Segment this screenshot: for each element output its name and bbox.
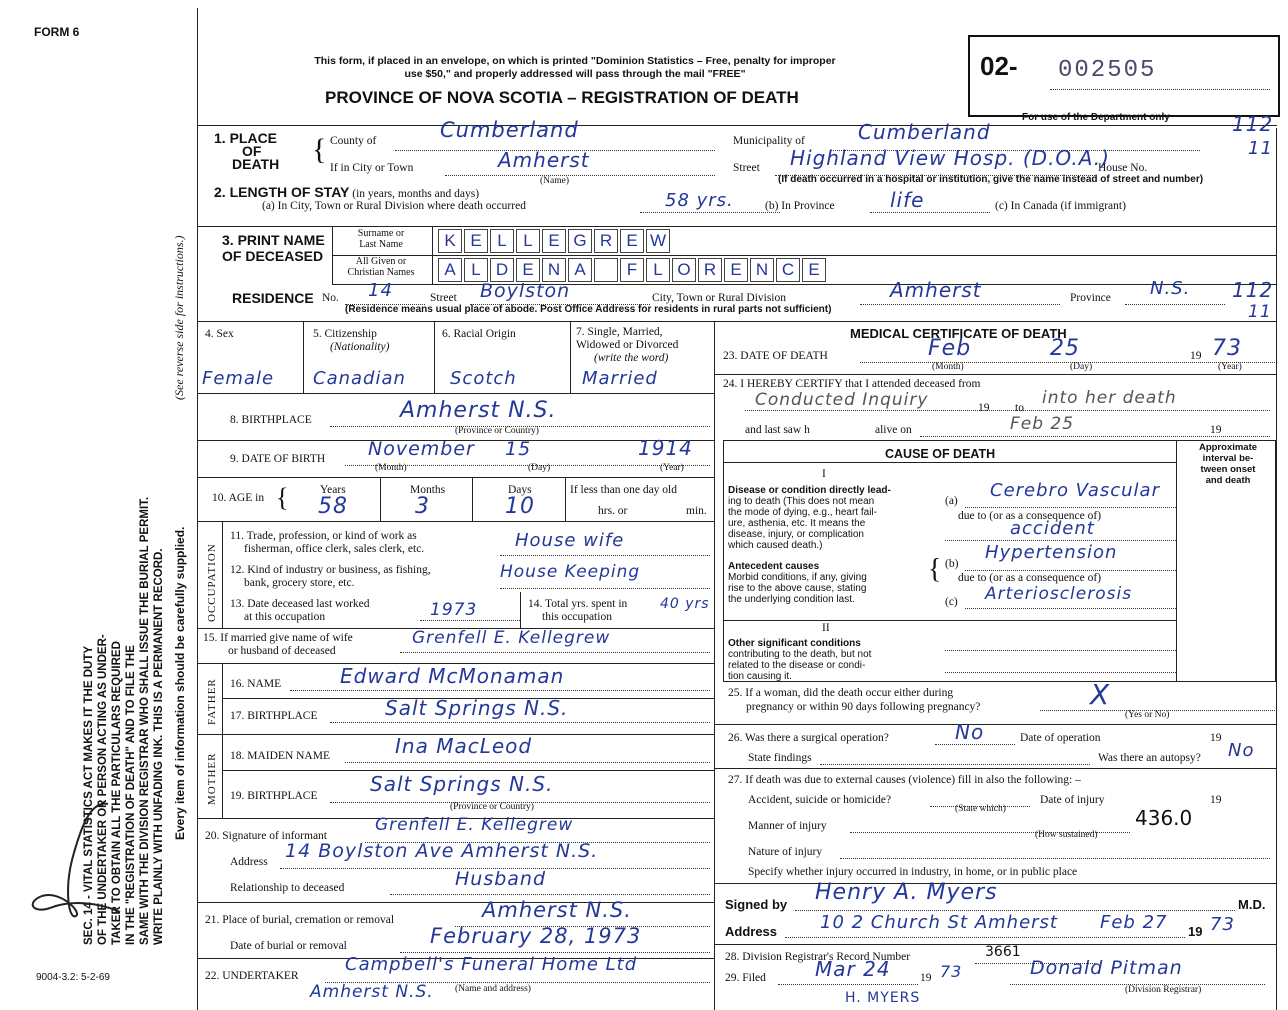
given-letter-cell: F — [620, 258, 644, 282]
given-letter-cell: O — [672, 258, 696, 282]
spouse-label-2: or husband of deceased — [228, 645, 336, 657]
margin-note-reverse: (See reverse side for instructions.) — [172, 235, 186, 400]
surname-letter-cell: E — [620, 229, 644, 253]
given-label-2: Christian Names — [347, 267, 415, 278]
margin-line-3: TAKER TO OBTAIN ALL THE PARTICULARS REQUIRED — [111, 641, 123, 945]
informant-address-value: 14 Boylston Ave Amherst N.S. — [285, 840, 599, 862]
citizenship-label: 5. Citizenship — [313, 328, 377, 340]
spouse-label-1: 15. If married give name of wife — [203, 632, 353, 644]
dob-month-caption: (Month) — [375, 463, 407, 473]
residence-no-label: No. — [322, 292, 339, 304]
cause-b-value: Hypertension — [985, 542, 1118, 563]
filed-century: 19 — [920, 972, 932, 984]
residence-street-value: Boylston — [480, 280, 571, 302]
margin-line-2: OF THE UNDERTAKER OR PERSON ACTING AS UNDER- — [97, 634, 109, 945]
residence-prov-label: Province — [1070, 292, 1111, 304]
industry-label — [230, 564, 431, 590]
residence-code-2: 11 — [1248, 302, 1272, 322]
filed-year: 73 — [940, 962, 963, 981]
margin-line-6: WRITE PLAINLY WITH UNFADING INK. THIS IS A PERMANENT RECORD. — [153, 548, 165, 945]
given-letter-cell: A — [568, 258, 592, 282]
postal-notice-1: This form, if placed in an envelope, on which is printed "Dominion Statistics – Free, penalty for improper — [314, 55, 836, 67]
dod-day-caption: (Day) — [1070, 362, 1093, 372]
cause-heading: CAUSE OF DEATH — [885, 447, 996, 461]
surgery-value: No — [955, 720, 985, 744]
occupation-side-label: OCCUPATION — [206, 543, 218, 622]
stay-c-label: (c) In Canada (if immigrant) — [995, 200, 1126, 212]
typed-physician-name: H. MYERS — [845, 990, 921, 1006]
racial-origin-label: 6. Racial Origin — [442, 328, 516, 340]
doctor-address-value: 10 2 Church St Amherst — [820, 912, 1058, 933]
stay-a-label: (a) In City, Town or Rural Division where death occurred — [262, 200, 526, 212]
name-caption: (Name) — [540, 176, 570, 186]
mother-birthplace-value: Salt Springs N.S. — [370, 772, 554, 796]
surname-letter-cell: E — [464, 229, 488, 253]
certify-label: 24. I HEREBY CERTIFY that I attended deceased from — [723, 378, 981, 390]
last-saw-label: and last saw h — [745, 424, 810, 436]
dod-year-caption: (Year) — [1218, 362, 1242, 372]
doctor-address-label: Address — [725, 924, 778, 939]
dob-month: November — [368, 438, 475, 460]
given-letter-cell: N — [542, 258, 566, 282]
trade-label-2: fisherman, office clerk, sales clerk, etc. — [244, 543, 425, 555]
county-label: County of — [330, 135, 377, 147]
certify-to-value: into her death — [1042, 388, 1177, 408]
other-1: Other significant conditions — [728, 638, 861, 649]
cause-a-value-2: accident — [1010, 518, 1095, 539]
age-days-label: Days — [508, 484, 532, 496]
pregnancy-value: X — [1090, 678, 1111, 711]
record-number-value: 3661 — [985, 944, 1021, 960]
total-years-value: 40 yrs — [660, 596, 710, 612]
registration-number-box — [968, 35, 1280, 117]
given-letter-cell: E — [516, 258, 540, 282]
industry-label-2: bank, grocery store, etc. — [244, 577, 355, 589]
birthplace-label: 8. BIRTHPLACE — [230, 414, 312, 426]
undertaker-caption: (Name and address) — [455, 984, 531, 994]
street-label: Street — [733, 162, 760, 174]
dob-label: 9. DATE OF BIRTH — [230, 453, 326, 465]
part-ii-label: II — [822, 622, 830, 634]
surname-letter-cell: L — [516, 229, 540, 253]
direct-5: disease, injury, or complication — [728, 529, 864, 540]
doctor-address-date: Feb 27 — [1100, 912, 1168, 933]
due-to-label-b: due to (or as a consequence of) — [958, 572, 1102, 584]
antecedent-text — [728, 561, 867, 605]
industry-label-1: 12. Kind of industry or business, as fishing, — [230, 564, 431, 576]
given-letter-cell: A — [438, 258, 462, 282]
due-to-label-a: due to (or as a consequence of) — [958, 510, 1102, 522]
form-title: PROVINCE OF NOVA SCOTIA – REGISTRATION OF DEATH — [325, 88, 799, 107]
house-no-label: House No. — [1098, 162, 1148, 174]
filed-value: Mar 24 — [815, 957, 891, 981]
residence-note: (Residence means usual place of abode. Post Office Address for residents in rural parts not sufficient) — [345, 304, 832, 315]
racial-origin-value: Scotch — [450, 368, 517, 389]
surname-letter-cell: E — [542, 229, 566, 253]
manner-code: 436.0 — [1135, 806, 1193, 830]
interval-1: Approximate — [1198, 442, 1258, 453]
marital-value: Married — [582, 368, 658, 389]
place-brace: { — [312, 133, 327, 166]
spouse-label — [203, 632, 353, 658]
street-value: Highland View Hosp. (D.O.A.) — [790, 146, 1110, 170]
relationship-value: Husband — [455, 868, 547, 890]
place-code-1: 112 — [1232, 112, 1274, 136]
certify-century-1: 19 — [978, 402, 990, 414]
reg-number: 002505 — [1058, 57, 1157, 84]
dob-day: 15 — [505, 438, 532, 460]
registrar-signature: Donald Pitman — [1030, 957, 1183, 979]
cause-c-label: (c) — [945, 596, 958, 608]
age-brace: { — [276, 483, 289, 512]
op-date-label: Date of operation — [1020, 732, 1101, 744]
external-causes-label: 27. If death was due to external causes (violence) fill in also the following: – — [728, 774, 1081, 786]
marital-label — [576, 326, 678, 365]
filed-label: 29. Filed — [725, 972, 766, 984]
cause-b-label: (b) — [945, 558, 959, 570]
age-years-label: Years — [320, 484, 346, 496]
trade-value: House wife — [515, 530, 625, 551]
min-label: min. — [686, 505, 707, 517]
age-label: 10. AGE in — [212, 492, 265, 504]
city-value: Amherst — [498, 148, 590, 172]
informant-sig-value: Grenfell E. Kellegrew — [375, 815, 574, 835]
father-birthplace-label: 17. BIRTHPLACE — [230, 710, 318, 722]
certify-from-value: Conducted Inquiry — [755, 390, 929, 410]
undertaker-label: 22. UNDERTAKER — [205, 970, 299, 982]
specify-label: Specify whether injury occurred in industry, in home, or in public place — [748, 866, 1078, 878]
father-name-value: Edward McMonaman — [340, 664, 565, 688]
direct-6: which caused death.) — [728, 540, 823, 551]
accident-label: Accident, suicide or homicide? — [748, 794, 892, 806]
citizenship-sub: (Nationality) — [330, 341, 390, 353]
registrar-caption: (Division Registrar) — [1125, 985, 1202, 995]
county-value: Cumberland — [440, 118, 579, 142]
age-months-value: 3 — [415, 494, 430, 519]
surname-letter-cell: W — [646, 229, 670, 253]
residence-city-value: Amherst — [890, 278, 982, 302]
less-day-label: If less than one day old — [570, 484, 677, 496]
other-2: contributing to the death, but not — [728, 649, 872, 660]
undertaker-value: Campbell's Funeral Home Ltd — [345, 954, 638, 975]
industry-value: House Keeping — [500, 562, 641, 582]
municipality-label: Municipality of — [733, 135, 805, 147]
direct-cause-text — [728, 485, 891, 551]
residence-prov-value: N.S. — [1150, 278, 1191, 299]
interval-2: interval be- — [1202, 453, 1254, 464]
mother-maiden-name-label: 18. MAIDEN NAME — [230, 750, 330, 762]
sex-value: Female — [202, 368, 275, 389]
dod-month: Feb — [928, 336, 972, 361]
last-worked-value: 1973 — [430, 600, 478, 620]
surname-letter-cell: G — [568, 229, 592, 253]
given-letter-cell: C — [776, 258, 800, 282]
last-saw-value: Feb 25 — [1010, 414, 1075, 434]
surname-label-1: Surname or — [357, 228, 405, 239]
autopsy-value: No — [1228, 740, 1255, 761]
ante-2: Morbid conditions, if any, giving — [728, 572, 867, 583]
place-label-2: OF — [242, 143, 262, 159]
burial-place-label: 21. Place of burial, cremation or removal — [205, 914, 395, 926]
trade-label-1: 11. Trade, profession, or kind of work as — [230, 530, 417, 542]
record-number-label: 28. Division Registrar's Record Number — [725, 951, 911, 963]
surname-label-2: Last Name — [359, 239, 403, 250]
place-of-death-label — [214, 132, 279, 171]
op-date-century: 19 — [1210, 732, 1222, 744]
birthplace-caption: (Province or Country) — [455, 426, 539, 436]
part-i-label: I — [822, 468, 826, 480]
cause-a-value: Cerebro Vascular — [990, 480, 1160, 501]
cause-a-label: (a) — [945, 495, 958, 507]
lastwork-label-2: at this occupation — [244, 611, 326, 623]
manner-label: Manner of injury — [748, 820, 827, 832]
total-label-1: 14. Total yrs. spent in — [528, 598, 628, 610]
preg-label-1: 25. If a woman, did the death occur either during — [728, 687, 954, 699]
direct-4: ure, asthenia, etc. It means the — [728, 518, 866, 529]
reg-prefix: 02- — [980, 51, 1018, 81]
dob-year-caption: (Year) — [660, 463, 684, 473]
pregnancy-caption: (Yes or No) — [1125, 710, 1170, 720]
margin-line-5: SAME WITH THE DIVISION REGISTRAR WHO SHALL ISSUE THE BURIAL PERMIT. — [139, 496, 151, 945]
mother-birthplace-label: 19. BIRTHPLACE — [230, 790, 318, 802]
stay-a-value: 58 yrs. — [665, 190, 734, 211]
deceased-label-2: OF DECEASED — [222, 248, 324, 264]
burial-date-label: Date of burial or removal — [230, 940, 347, 952]
preg-label-2: pregnancy or within 90 days following pregnancy? — [746, 701, 981, 713]
direct-2: ing to death (This does not mean — [728, 496, 875, 507]
margin-signature-mark — [20, 790, 130, 930]
surname-label — [336, 228, 426, 250]
burial-date-value: February 28, 1973 — [430, 924, 642, 948]
injury-date-label: Date of injury — [1040, 794, 1105, 806]
medical-heading: MEDICAL CERTIFICATE OF DEATH — [850, 326, 1067, 341]
margin-line-4: IN THE "REGISTRATION OF DEATH" AND TO FILE THE — [125, 645, 137, 945]
marital-label-3: (write the word) — [594, 352, 669, 364]
autopsy-label: Was there an autopsy? — [1098, 752, 1201, 764]
age-days-value: 10 — [505, 494, 535, 519]
interval-3: tween onset — [1200, 464, 1256, 475]
alive-on-label: alive on — [875, 424, 912, 436]
antecedent-brace: { — [928, 554, 942, 585]
postal-notice-2: use $50," and properly addressed will pass through the mail "FREE" — [404, 68, 746, 80]
informant-sig-label: 20. Signature of informant — [205, 830, 328, 842]
stay-b-value: life — [890, 188, 925, 212]
undertaker-value-2: Amherst N.S. — [310, 982, 434, 1002]
sex-label: 4. Sex — [205, 328, 234, 340]
lastwork-label-1: 13. Date deceased last worked — [230, 598, 370, 610]
last-worked-label — [230, 598, 370, 624]
given-letter-cell: L — [464, 258, 488, 282]
father-name-label: 16. NAME — [230, 678, 282, 690]
father-side-label: FATHER — [206, 678, 218, 725]
given-letter-cell: D — [490, 258, 514, 282]
findings-label: State findings — [748, 752, 812, 764]
dept-use-label: For use of the Department only — [1022, 112, 1170, 123]
given-letter-cell: E — [802, 258, 826, 282]
direct-3: the mode of dying, e.g., heart fail- — [728, 507, 877, 518]
form-code: FORM 6 — [34, 25, 80, 39]
given-letter-cell: R — [698, 258, 722, 282]
dob-day-caption: (Day) — [528, 463, 551, 473]
relationship-label: Relationship to deceased — [230, 882, 345, 894]
deceased-label-1: 3. PRINT NAME — [222, 232, 325, 248]
dod-month-caption: (Month) — [932, 362, 964, 372]
dod-year: 73 — [1212, 336, 1242, 361]
birthplace-value: Amherst N.S. — [400, 398, 557, 423]
given-letter-cell: L — [646, 258, 670, 282]
signed-by-label: Signed by — [725, 897, 788, 912]
residence-no-value: 14 — [368, 280, 393, 301]
stay-label: 2. LENGTH OF STAY — [214, 184, 350, 200]
md-label: M.D. — [1238, 897, 1266, 912]
dod-century: 19 — [1190, 350, 1202, 362]
ante-3: rise to the above cause, stating — [728, 583, 867, 594]
given-letter-cell — [594, 258, 618, 282]
trade-label — [230, 530, 424, 556]
residence-city-label: City, Town or Rural Division — [652, 292, 787, 304]
mother-side-label: MOTHER — [206, 752, 218, 805]
ante-4: the underlying condition last. — [728, 594, 855, 605]
informant-address-label: Address — [230, 856, 268, 868]
spouse-value: Grenfell E. Kellegrew — [412, 628, 611, 648]
dod-day: 25 — [1050, 336, 1080, 361]
mother-birthplace-caption: (Province or Country) — [450, 802, 534, 812]
interval-heading — [1180, 442, 1276, 486]
residence-code-1: 112 — [1232, 278, 1274, 302]
burial-place-value: Amherst N.S. — [482, 898, 632, 922]
age-months-label: Months — [410, 484, 446, 496]
total-label-2: this occupation — [542, 611, 612, 623]
mother-maiden-name-value: Ina MacLeod — [395, 734, 533, 758]
given-letter-cell: N — [750, 258, 774, 282]
how-sustained-caption: (How sustained) — [1035, 830, 1098, 840]
margin-note-supply: Every item of information should be carefully supplied. — [173, 526, 187, 840]
hospital-note: (If death occurred in a hospital or institution, give the name instead of street and number) — [778, 174, 1204, 185]
municipality-value: Cumberland — [858, 120, 991, 144]
surname-letter-cell: L — [490, 229, 514, 253]
given-letter-cell: E — [724, 258, 748, 282]
other-3: related to the disease or condi- — [728, 660, 866, 671]
place-label-1: 1. PLACE — [214, 130, 278, 146]
other-4: tion causing it. — [728, 671, 792, 682]
direct-1: Disease or condition directly lead- — [728, 485, 891, 496]
postal-notice — [220, 55, 930, 81]
cause-c-value: Arteriosclerosis — [985, 584, 1133, 604]
given-names-label — [336, 256, 426, 278]
father-birthplace-value: Salt Springs N.S. — [385, 696, 569, 720]
stay-label-sub: (in years, months and days) — [352, 188, 480, 200]
stay-b-label: (b) In Province — [765, 200, 835, 212]
place-code-2: 11 — [1248, 138, 1273, 159]
residence-label: RESIDENCE — [232, 290, 314, 306]
dod-label: 23. DATE OF DEATH — [723, 350, 828, 362]
city-label: If in City or Town — [330, 162, 414, 174]
doctor-date-year: 73 — [1210, 914, 1235, 935]
marital-label-1: 7. Single, Married, — [576, 326, 663, 338]
state-which-caption: (State which) — [955, 804, 1006, 814]
residence-street-label: Street — [430, 292, 457, 304]
surgery-label: 26. Was there a surgical operation? — [728, 732, 889, 744]
certify-century-2: 19 — [1210, 424, 1222, 436]
signed-by-value: Henry A. Myers — [815, 880, 998, 905]
interval-4: and death — [1205, 475, 1251, 486]
other-conditions-text — [728, 638, 871, 682]
injury-date-century: 19 — [1210, 794, 1222, 806]
print-code: 9004-3.2: 5-2-69 — [36, 972, 110, 983]
dob-year: 1914 — [638, 436, 693, 460]
total-years-label — [528, 598, 627, 624]
hrs-label: hrs. or — [598, 505, 628, 517]
given-label-1: All Given or — [355, 256, 407, 267]
citizenship-value: Canadian — [313, 368, 406, 389]
surname-letter-cell: R — [594, 229, 618, 253]
certify-to-label: to — [1015, 402, 1024, 414]
length-of-stay-label — [214, 184, 479, 200]
margin-line-1: SEC. 14 - VITAL STATISTICS ACT MAKES IT THE DUTY — [83, 645, 95, 945]
place-label-3: DEATH — [232, 156, 280, 172]
deceased-name-label — [222, 232, 325, 264]
marital-label-2: Widowed or Divorced — [576, 339, 679, 351]
age-years-value: 58 — [318, 494, 348, 519]
ante-1: Antecedent causes — [728, 561, 820, 572]
surname-letter-cell: K — [438, 229, 462, 253]
nature-label: Nature of injury — [748, 846, 823, 858]
pregnancy-label — [728, 686, 980, 714]
doctor-date-century: 19 — [1188, 924, 1203, 939]
